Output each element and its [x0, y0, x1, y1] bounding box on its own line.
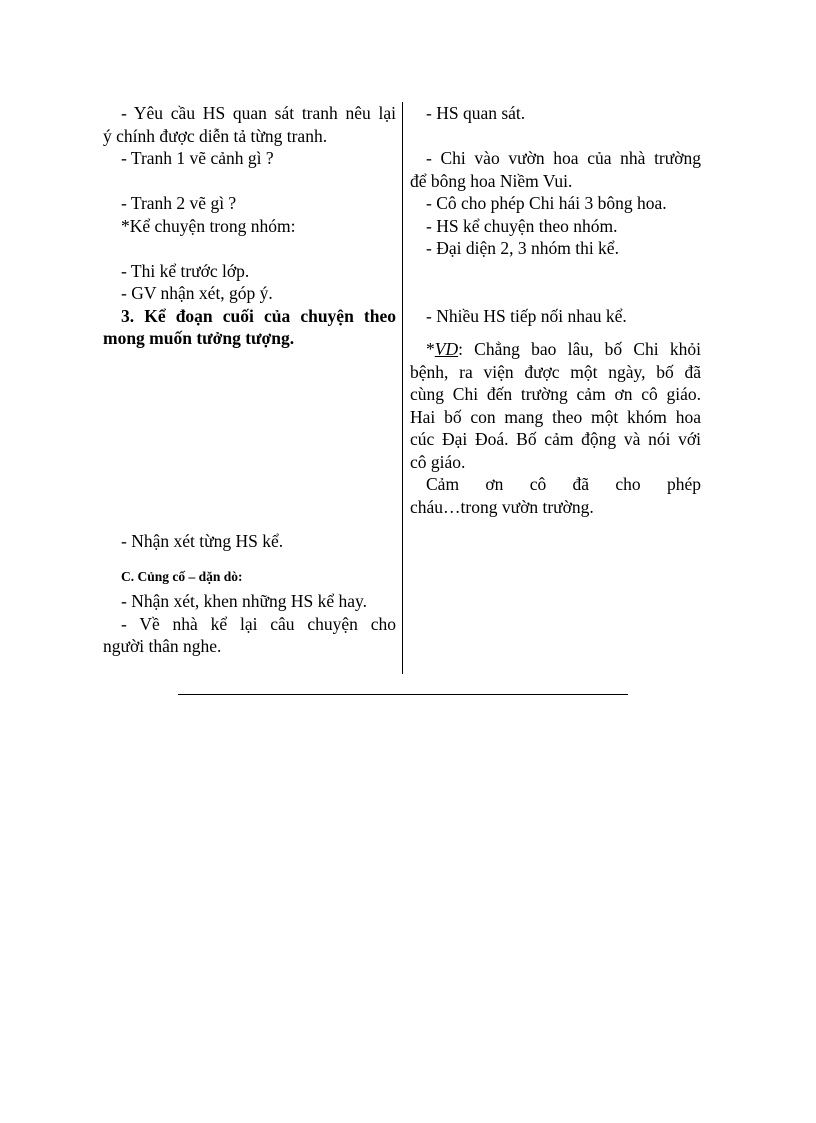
right-column [410, 102, 701, 518]
answer-observe: - HS quan sát. [426, 103, 526, 123]
homework-line: người thân nghe. [103, 636, 222, 656]
column-divider [402, 102, 403, 674]
instruction-line: - Yêu cầu HS quan sát tranh nêu lại [121, 103, 396, 123]
answer-group-story: - HS kể chuyện theo nhóm. [426, 215, 618, 236]
example-star: * [426, 339, 435, 359]
example-line [410, 338, 701, 361]
group-storytelling: *Kể chuyện trong nhóm: [121, 215, 296, 236]
example-text: : Chẳng bao lâu, bố Chi khỏi [458, 339, 701, 359]
question-picture-1: - Tranh 1 vẽ cảnh gì ? [121, 148, 274, 168]
class-contest: - Thi kể trước lớp. [121, 260, 250, 281]
section-3-heading: 3. Kể đoạn cuối của chuyện theo [121, 305, 396, 326]
question-picture-2: - Tranh 2 vẽ gì ? [121, 193, 237, 213]
answer-picture-1: - Chi vào vườn hoa của nhà trường [426, 148, 701, 168]
homework-line: - Về nhà kể lại câu chuyện cho [121, 613, 396, 634]
instruction-line: ý chính được diễn tả từng tranh. [103, 125, 328, 146]
answer-picture-2: - Cô cho phép Chi hái 3 bông hoa. [426, 193, 667, 213]
example-line: bệnh, ra viện được một ngày, bố đã [410, 361, 701, 382]
answer-continue: - Nhiều HS tiếp nối nhau kể. [426, 305, 627, 326]
example-line: cháu…trong vườn trường. [410, 496, 594, 517]
left-column [103, 102, 396, 658]
example-label: VD [434, 339, 459, 359]
comment-each-student: - Nhận xét từng HS kể. [121, 530, 284, 551]
example-line: cúc Đại Đoá. Bố cảm động và nói với [410, 429, 701, 449]
example-line: Hai bố con mang theo một khóm hoa [410, 406, 701, 427]
section-3-heading: mong muốn tưởng tượng. [103, 328, 295, 348]
section-c-heading: C. Củng cố – dặn dò: [121, 569, 243, 584]
example-line: cô giáo. [410, 451, 466, 472]
bottom-rule [178, 694, 628, 695]
answer-picture-1: để bông hoa Niềm Vui. [410, 170, 573, 191]
answer-contest: - Đại diện 2, 3 nhóm thi kể. [426, 238, 619, 258]
example-line: cùng Chi đến trường cảm ơn cô giáo. [410, 384, 701, 404]
praise-line: - Nhận xét, khen những HS kể hay. [121, 591, 368, 611]
teacher-comment: - GV nhận xét, góp ý. [121, 283, 273, 303]
example-line: Cảm ơn cô đã cho phép [426, 474, 701, 494]
